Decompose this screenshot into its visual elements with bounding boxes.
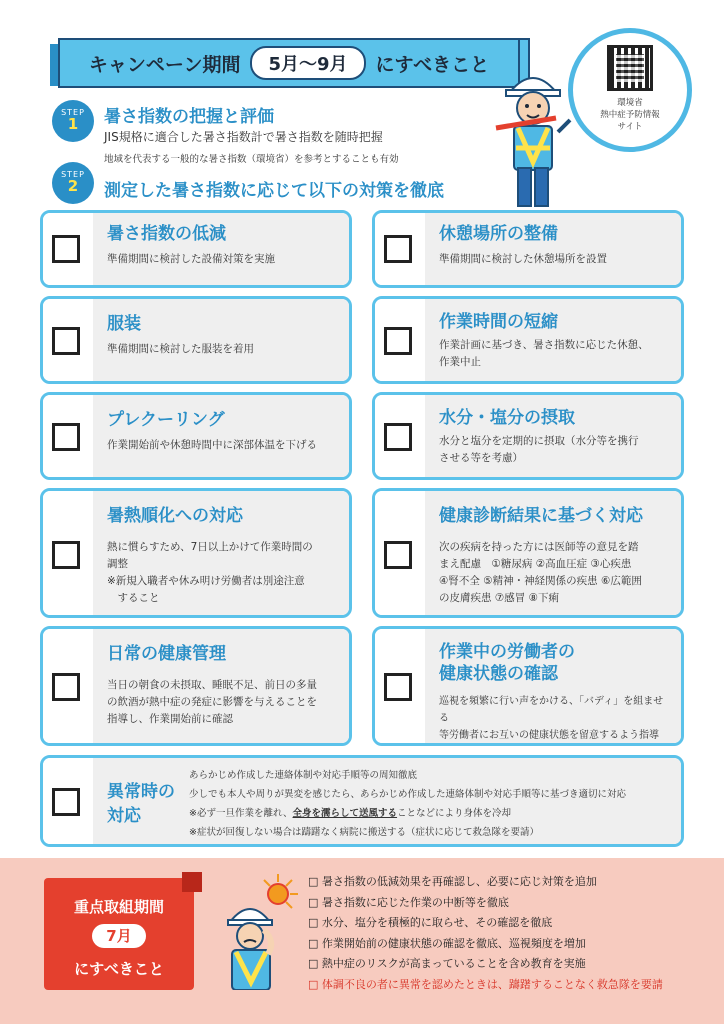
banner-text-after: にすべきこと — [375, 53, 490, 76]
checkbox[interactable] — [52, 673, 80, 701]
priority-item[interactable]: □ 暑さ指数の低減効果を再確認し、必要に応じ対策を追加 — [308, 875, 597, 888]
priority-period-box: 重点取組期間 7月 にすべきこと — [44, 878, 194, 990]
checkbox[interactable] — [384, 673, 412, 701]
card-worker-health-check: 作業中の労働者の 健康状態の確認 巡視を頻繁に行い声をかける、「バディ」を組ませる 等労働者にお互いの健康状態を留意するよう指導 — [372, 626, 684, 746]
heat-stroke-worker-illustration — [220, 870, 304, 990]
priority-checklist — [308, 872, 716, 995]
priority-item[interactable]: □ 熱中症のリスクが高まっていることを含め教育を実施 — [308, 957, 586, 970]
priority-item[interactable]: □ 暑さ指数に応じた作業の中断等を徹底 — [308, 895, 509, 909]
card-daily-health: 日常の健康管理 当日の朝食の未摂取、睡眠不足、前日の多量 の飲酒が熱中症の発症に影響を与えることを 指導し、作業開始前に確認 — [40, 626, 352, 746]
priority-item[interactable]: □ 水分、塩分を積極的に取らせ、その確認を徹底 — [308, 916, 553, 929]
checkbox[interactable] — [384, 327, 412, 355]
qr-link[interactable] — [568, 28, 692, 152]
priority-item-emergency[interactable]: □ 体調不良の者に異常を認めたときは、躊躇することなく救急隊を要請 — [308, 977, 663, 991]
step-1-desc: JIS規格に適合した暑さ指数計で暑さ指数を随時把握 — [104, 130, 383, 144]
card-clothing: 服装 準備期間に検討した服装を着用 — [40, 296, 352, 384]
card-rest-area: 休憩場所の整備 準備期間に検討した休憩場所を設置 — [372, 210, 684, 288]
step-1-badge: STEP 1 — [52, 100, 94, 142]
step-2-title: 測定した暑さ指数に応じて以下の対策を徹底 — [104, 181, 444, 201]
qr-code-icon — [607, 45, 653, 91]
checkbox[interactable] — [384, 235, 412, 263]
banner-body — [58, 38, 520, 88]
step-1-title: 暑さ指数の把握と評価 — [104, 107, 274, 127]
checkbox[interactable] — [52, 327, 80, 355]
card-work-time-reduction: 作業時間の短縮 作業計画に基づき、暑さ指数に応じた休憩、 作業中止 — [372, 296, 684, 384]
card-health-checkup: 健康診断結果に基づく対応 次の疾病を持った方には医師等の意見を踏 まえ配慮 ①糖尿病 ②高血圧症 ③心疾患 ④腎不全 ⑤精神・神経関係の疾患 ⑥広範囲 の皮膚疾患 ⑦感冒 ⑧下痢 — [372, 488, 684, 618]
step-2-badge: STEP 2 — [52, 162, 94, 204]
campaign-banner — [50, 38, 520, 92]
checkbox[interactable] — [52, 235, 80, 263]
step-1-sub: 地域を代表する一般的な暑さ指数（環境省）を参考とすることも有効 — [104, 154, 399, 165]
checkbox[interactable] — [384, 541, 412, 569]
checkbox[interactable] — [52, 788, 80, 816]
checkbox[interactable] — [52, 423, 80, 451]
checkbox[interactable] — [384, 423, 412, 451]
card-water-salt-intake: 水分・塩分の摂取 水分と塩分を定期的に摂取（水分等を携行 させる等を考慮） — [372, 392, 684, 480]
emergency-title: 異常時の 対応 — [107, 782, 175, 826]
banner-period: 5月～9月 — [250, 46, 365, 80]
card-precooling: プレクーリング 作業開始前や休憩時間中に深部体温を下げる — [40, 392, 352, 480]
card-heat-index-reduction: 暑さ指数の低減 準備期間に検討した設備対策を実施 — [40, 210, 352, 288]
worker-with-thermometer-illustration — [488, 62, 578, 212]
card-heat-acclimatization: 暑熱順化への対応 熱に慣らすため、7日以上かけて作業時間の 調整 ※新規入職者や休み明け労働者は別途注意 すること — [40, 488, 352, 618]
card-emergency-response — [40, 755, 684, 847]
banner-text-before: キャンペーン期間 — [88, 53, 241, 76]
checkbox[interactable] — [52, 541, 80, 569]
qr-caption: 環境省 熱中症予防情報 サイト — [600, 98, 660, 132]
emergency-text: あらかじめ作成した連絡体制や対応手順等の周知徹底 少しでも本人や周りが異変を感じたら、あらかじめ作成した連絡体制や対応手順等に基づき適切に対応 ※必ず一旦作業を離れ、全身を濡らして送風することなどにより身体を冷却 ※症状が回復しない場合は躊躇なく病院に搬送する（症状に応じて救急隊を要請） — [189, 770, 627, 838]
priority-item[interactable]: □ 作業開始前の健康状態の確認を徹底、巡視頻度を増加 — [308, 936, 586, 950]
